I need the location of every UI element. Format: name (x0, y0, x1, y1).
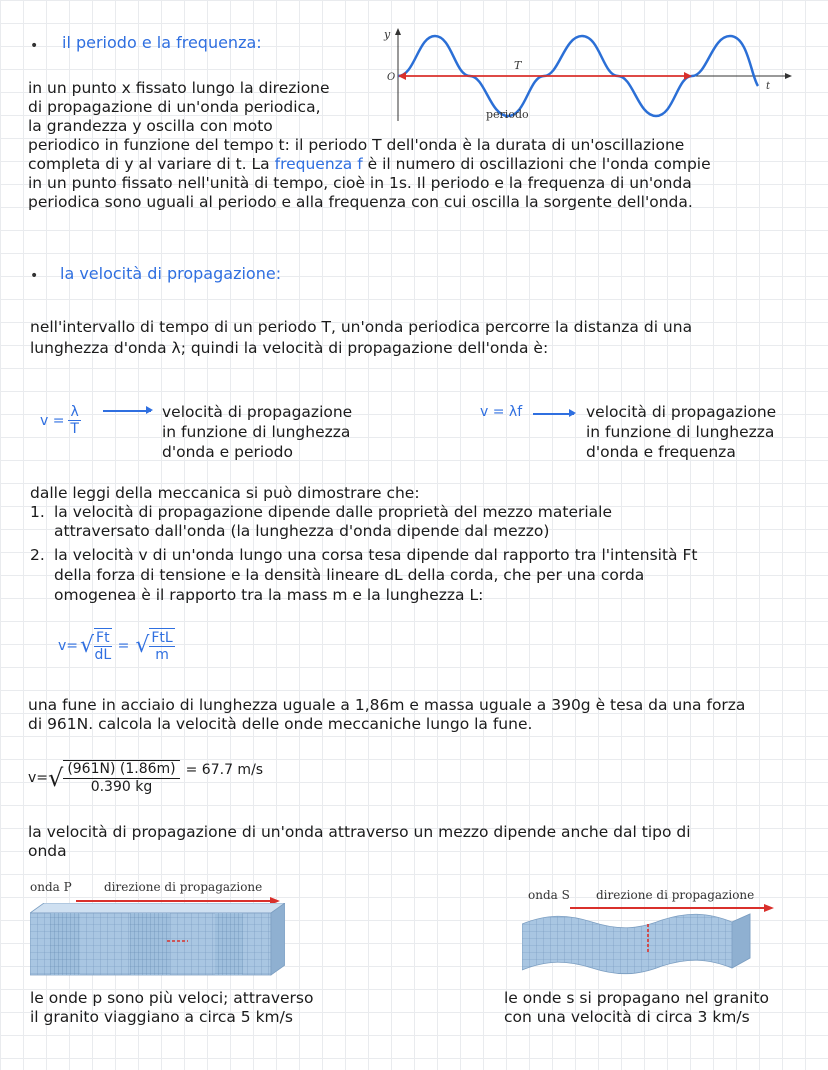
list-item: della forza di tensione e la densità lineare dL della corda, che per una corda (54, 566, 645, 584)
fraction-numerator: (961N) (1.86m) (63, 761, 179, 779)
formula-v-lambda-f: v = λf (480, 404, 523, 420)
s-wave-block (522, 910, 772, 980)
text-line: nell'intervallo di tempo di un periodo T, un'onda periodica percorre la distanza di una (30, 318, 693, 336)
list-number: 2. (30, 546, 45, 564)
fraction-numerator: FtL (151, 630, 173, 646)
text-line: d'onda e frequenza (586, 443, 736, 461)
text-span: è il numero di oscillazioni che l'onda compie (362, 155, 711, 173)
t-axis-label: t (766, 81, 771, 92)
text-line: il granito viaggiano a circa 5 km/s (30, 1008, 293, 1026)
wave-body (522, 914, 750, 974)
text-line: una fune in acciaio di lunghezza uguale a 1,86m e massa uguale a 390g è tesa da una forza (28, 696, 746, 714)
formula-description (586, 402, 776, 462)
text-line: in un punto fissato nell'unità di tempo, cioè in 1s. Il periodo e la frequenza di un'onda (28, 174, 692, 192)
block-side (732, 914, 750, 968)
equals-sign: = (117, 637, 130, 654)
list-item: la velocità di propagazione dipende dalle proprietà del mezzo materiale (54, 503, 612, 521)
formula-string-velocity (58, 628, 175, 663)
compression-zone (50, 913, 80, 975)
formula-lhs: v= (58, 637, 79, 654)
p-wave-direction-label: direzione di propagazione (104, 880, 263, 894)
text-line: di propagazione di un'onda periodica, (28, 98, 321, 116)
t-axis-arrow-icon (785, 73, 792, 79)
text-line: la velocità di propagazione di un'onda attraverso un mezzo dipende anche dal tipo di (28, 823, 691, 841)
fraction (94, 628, 112, 663)
fraction-numerator: Ft (96, 630, 110, 646)
fraction-numerator: λ (70, 404, 79, 420)
list-item: omogenea è il rapporto tra la mass m e la lunghezza L: (54, 586, 484, 604)
highlight-term: frequenza f (274, 155, 363, 173)
formula-lhs: v = (40, 412, 65, 429)
y-axis-arrow-icon (395, 28, 401, 35)
text-line: le onde s si propagano nel granito (504, 989, 769, 1007)
fraction-denominator: T (70, 421, 79, 437)
period-arrow-right-icon (684, 72, 692, 80)
fraction (68, 404, 80, 437)
formula-v-lambda-over-t (40, 404, 81, 437)
text-line: con una velocità di circa 3 km/s (504, 1008, 750, 1026)
section-heading-velocity: la velocità di propagazione: (60, 264, 282, 283)
fraction (149, 628, 174, 663)
block-side (271, 903, 285, 975)
period-label: T (514, 59, 522, 72)
sqrt-icon: √ (80, 633, 95, 658)
text-line: d'onda e periodo (162, 443, 293, 461)
fraction-denominator: m (155, 647, 169, 663)
text-line: periodico in funzione del tempo t: il periodo T dell'onda è la durata di un'oscillazione (28, 136, 685, 154)
text-line (28, 155, 711, 174)
text-line: di 961N. calcola la velocità delle onde meccaniche lungo la fune. (28, 715, 533, 733)
list-item: la velocità v di un'onda lungo una corsa tesa dipende dal rapporto tra l'intensità Ft (54, 546, 698, 564)
period-arrow-left-icon (398, 72, 406, 80)
formula-description (162, 402, 352, 462)
sqrt-icon: √ (135, 633, 150, 658)
fraction (63, 760, 179, 796)
y-axis-label: y (384, 28, 391, 41)
compression-zone (130, 913, 170, 975)
text-line: le onde p sono più veloci; attraverso (30, 989, 314, 1007)
text-span: completa di y al variare di t. La (28, 155, 275, 173)
origin-label: O (387, 72, 396, 83)
section-heading-period: il periodo e la frequenza: (62, 33, 262, 52)
text-line: dalle leggi della meccanica si può dimostrare che: (30, 484, 420, 502)
fraction-denominator: dL (94, 647, 112, 663)
list-item: attraversato dall'onda (la lunghezza d'onda dipende dal mezzo) (54, 522, 550, 540)
text-line: velocità di propagazione (586, 403, 777, 421)
problem-solution-formula (28, 760, 263, 796)
compression-zone (215, 913, 243, 975)
text-line: in funzione di lunghezza (162, 423, 351, 441)
result-value: = 67.7 m/s (185, 762, 264, 778)
text-line: periodica sono uguali al periodo e alla frequenza con cui oscilla la sorgente dell'onda. (28, 193, 693, 211)
text-line: velocità di propagazione (162, 403, 353, 421)
bullet: • (30, 268, 39, 284)
p-wave-label: onda P (30, 880, 72, 894)
text-line: in funzione di lunghezza (586, 423, 775, 441)
text-line: onda (28, 842, 67, 860)
fraction-denominator: 0.390 kg (90, 779, 153, 795)
sqrt-icon: √ (48, 764, 64, 792)
text-line: lunghezza d'onda λ; quindi la velocità di propagazione dell'onda è: (30, 339, 549, 357)
period-caption: periodo (486, 108, 529, 121)
text-line: la grandezza y oscilla con moto (28, 117, 273, 135)
arrow-icon (103, 410, 151, 412)
text-line: in un punto x fissato lungo la direzione (28, 79, 330, 97)
s-wave-direction-label: direzione di propagazione (596, 888, 755, 902)
formula-lhs: v= (28, 770, 49, 786)
arrow-icon (533, 413, 574, 415)
block-top (30, 903, 285, 913)
bullet: • (30, 38, 39, 54)
s-wave-label: onda S (528, 888, 570, 902)
wave-figure (378, 26, 798, 126)
list-number: 1. (30, 503, 45, 521)
p-wave-block (30, 903, 285, 977)
